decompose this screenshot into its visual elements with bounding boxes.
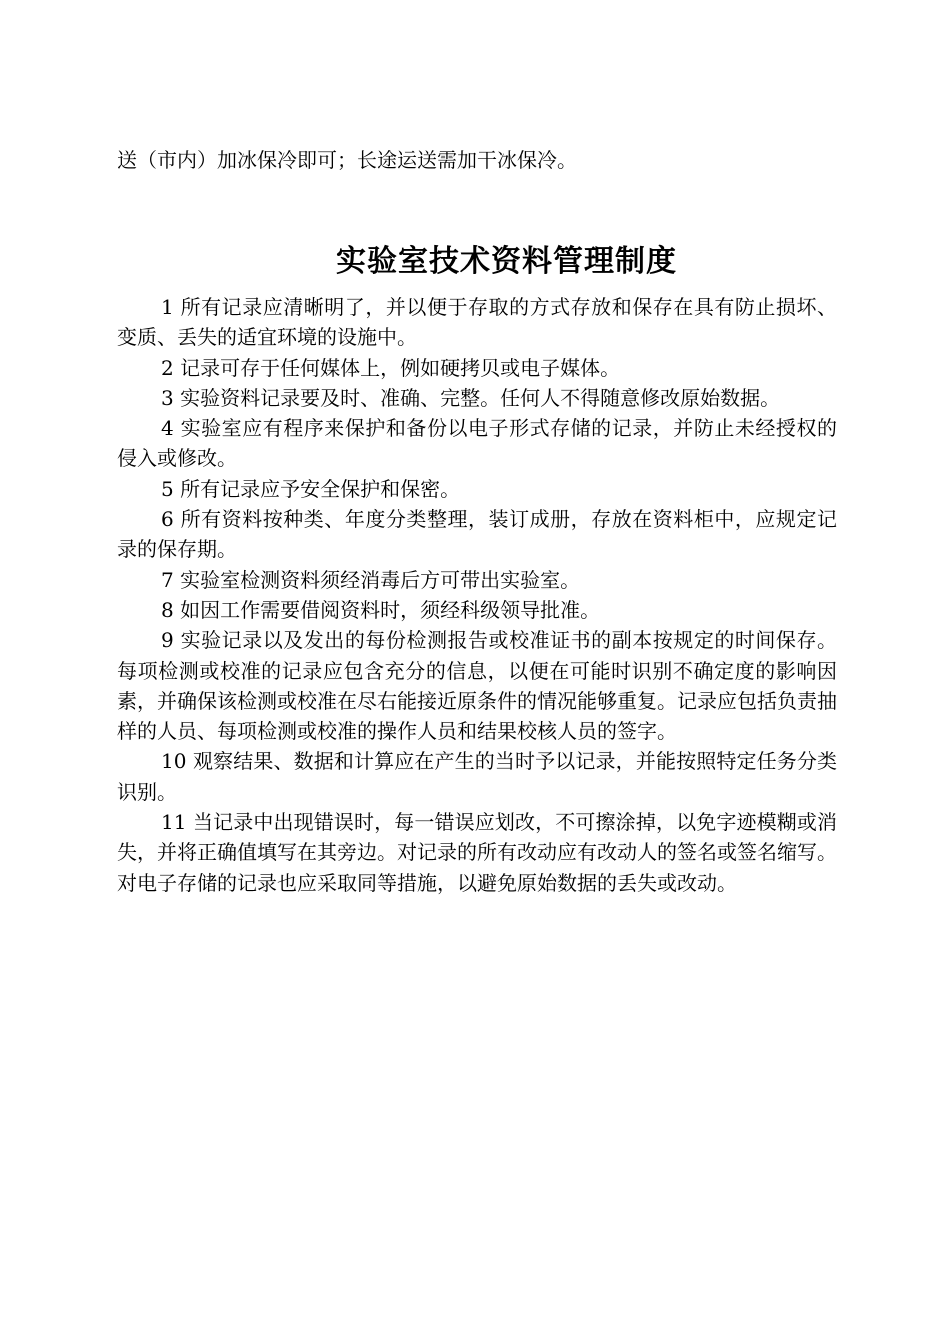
paragraph-9: 9 实验记录以及发出的每份检测报告或校准证书的副本按规定的时间保存。每项检测或校准的记录应包含充分的信息，以便在可能时识别不确定度的影响因素，并确保该检测或校准在尽右能接近原条件的情况能够重复。记录应包括负责抽样的人员、每项检测或校准的操作人员和结果校核人员的签字。 — [117, 628, 837, 744]
paragraph-4: 4 实验室应有程序来保护和备份以电子形式存储的记录，并防止未经授权的侵入或修改。 — [117, 416, 837, 471]
paragraph-7: 7 实验室检测资料须经消毒后方可带出实验室。 — [161, 567, 581, 592]
paragraph-1: 1 所有记录应清晰明了，并以便于存取的方式存放和保存在具有防止损坏、变质、丢失的适宜环境的设施中。 — [117, 295, 837, 350]
paragraph-8: 8 如因工作需要借阅资料时，须经科级领导批准。 — [161, 597, 601, 622]
paragraph-3: 3 实验资料记录要及时、准确、完整。任何人不得随意修改原始数据。 — [161, 385, 781, 410]
paragraph-2: 2 记录可存于任何媒体上，例如硬拷贝或电子媒体。 — [161, 355, 621, 380]
paragraph-5: 5 所有记录应予安全保护和保密。 — [161, 476, 461, 501]
document-body — [117, 292, 837, 898]
paragraph-6: 6 所有资料按种类、年度分类整理，装订成册，存放在资料柜中，应规定记录的保存期。 — [117, 507, 837, 562]
carryover-text: 送（市内）加冰保冷即可；长途运送需加干冰保冷。 — [117, 148, 577, 172]
paragraph-11: 11 当记录中出现错误时，每一错误应划改，不可擦涂掉，以免字迹模糊或消失，并将正确值填写在其旁边。对记录的所有改动应有改动人的签名或签名缩写。对电子存储的记录也应采取同等措施，以避免原始数据的丢失或改动。 — [117, 810, 837, 895]
document-title: 实验室技术资料管理制度 — [336, 244, 677, 279]
paragraph-10: 10 观察结果、数据和计算应在产生的当时予以记录，并能按照特定任务分类识别。 — [117, 749, 837, 804]
